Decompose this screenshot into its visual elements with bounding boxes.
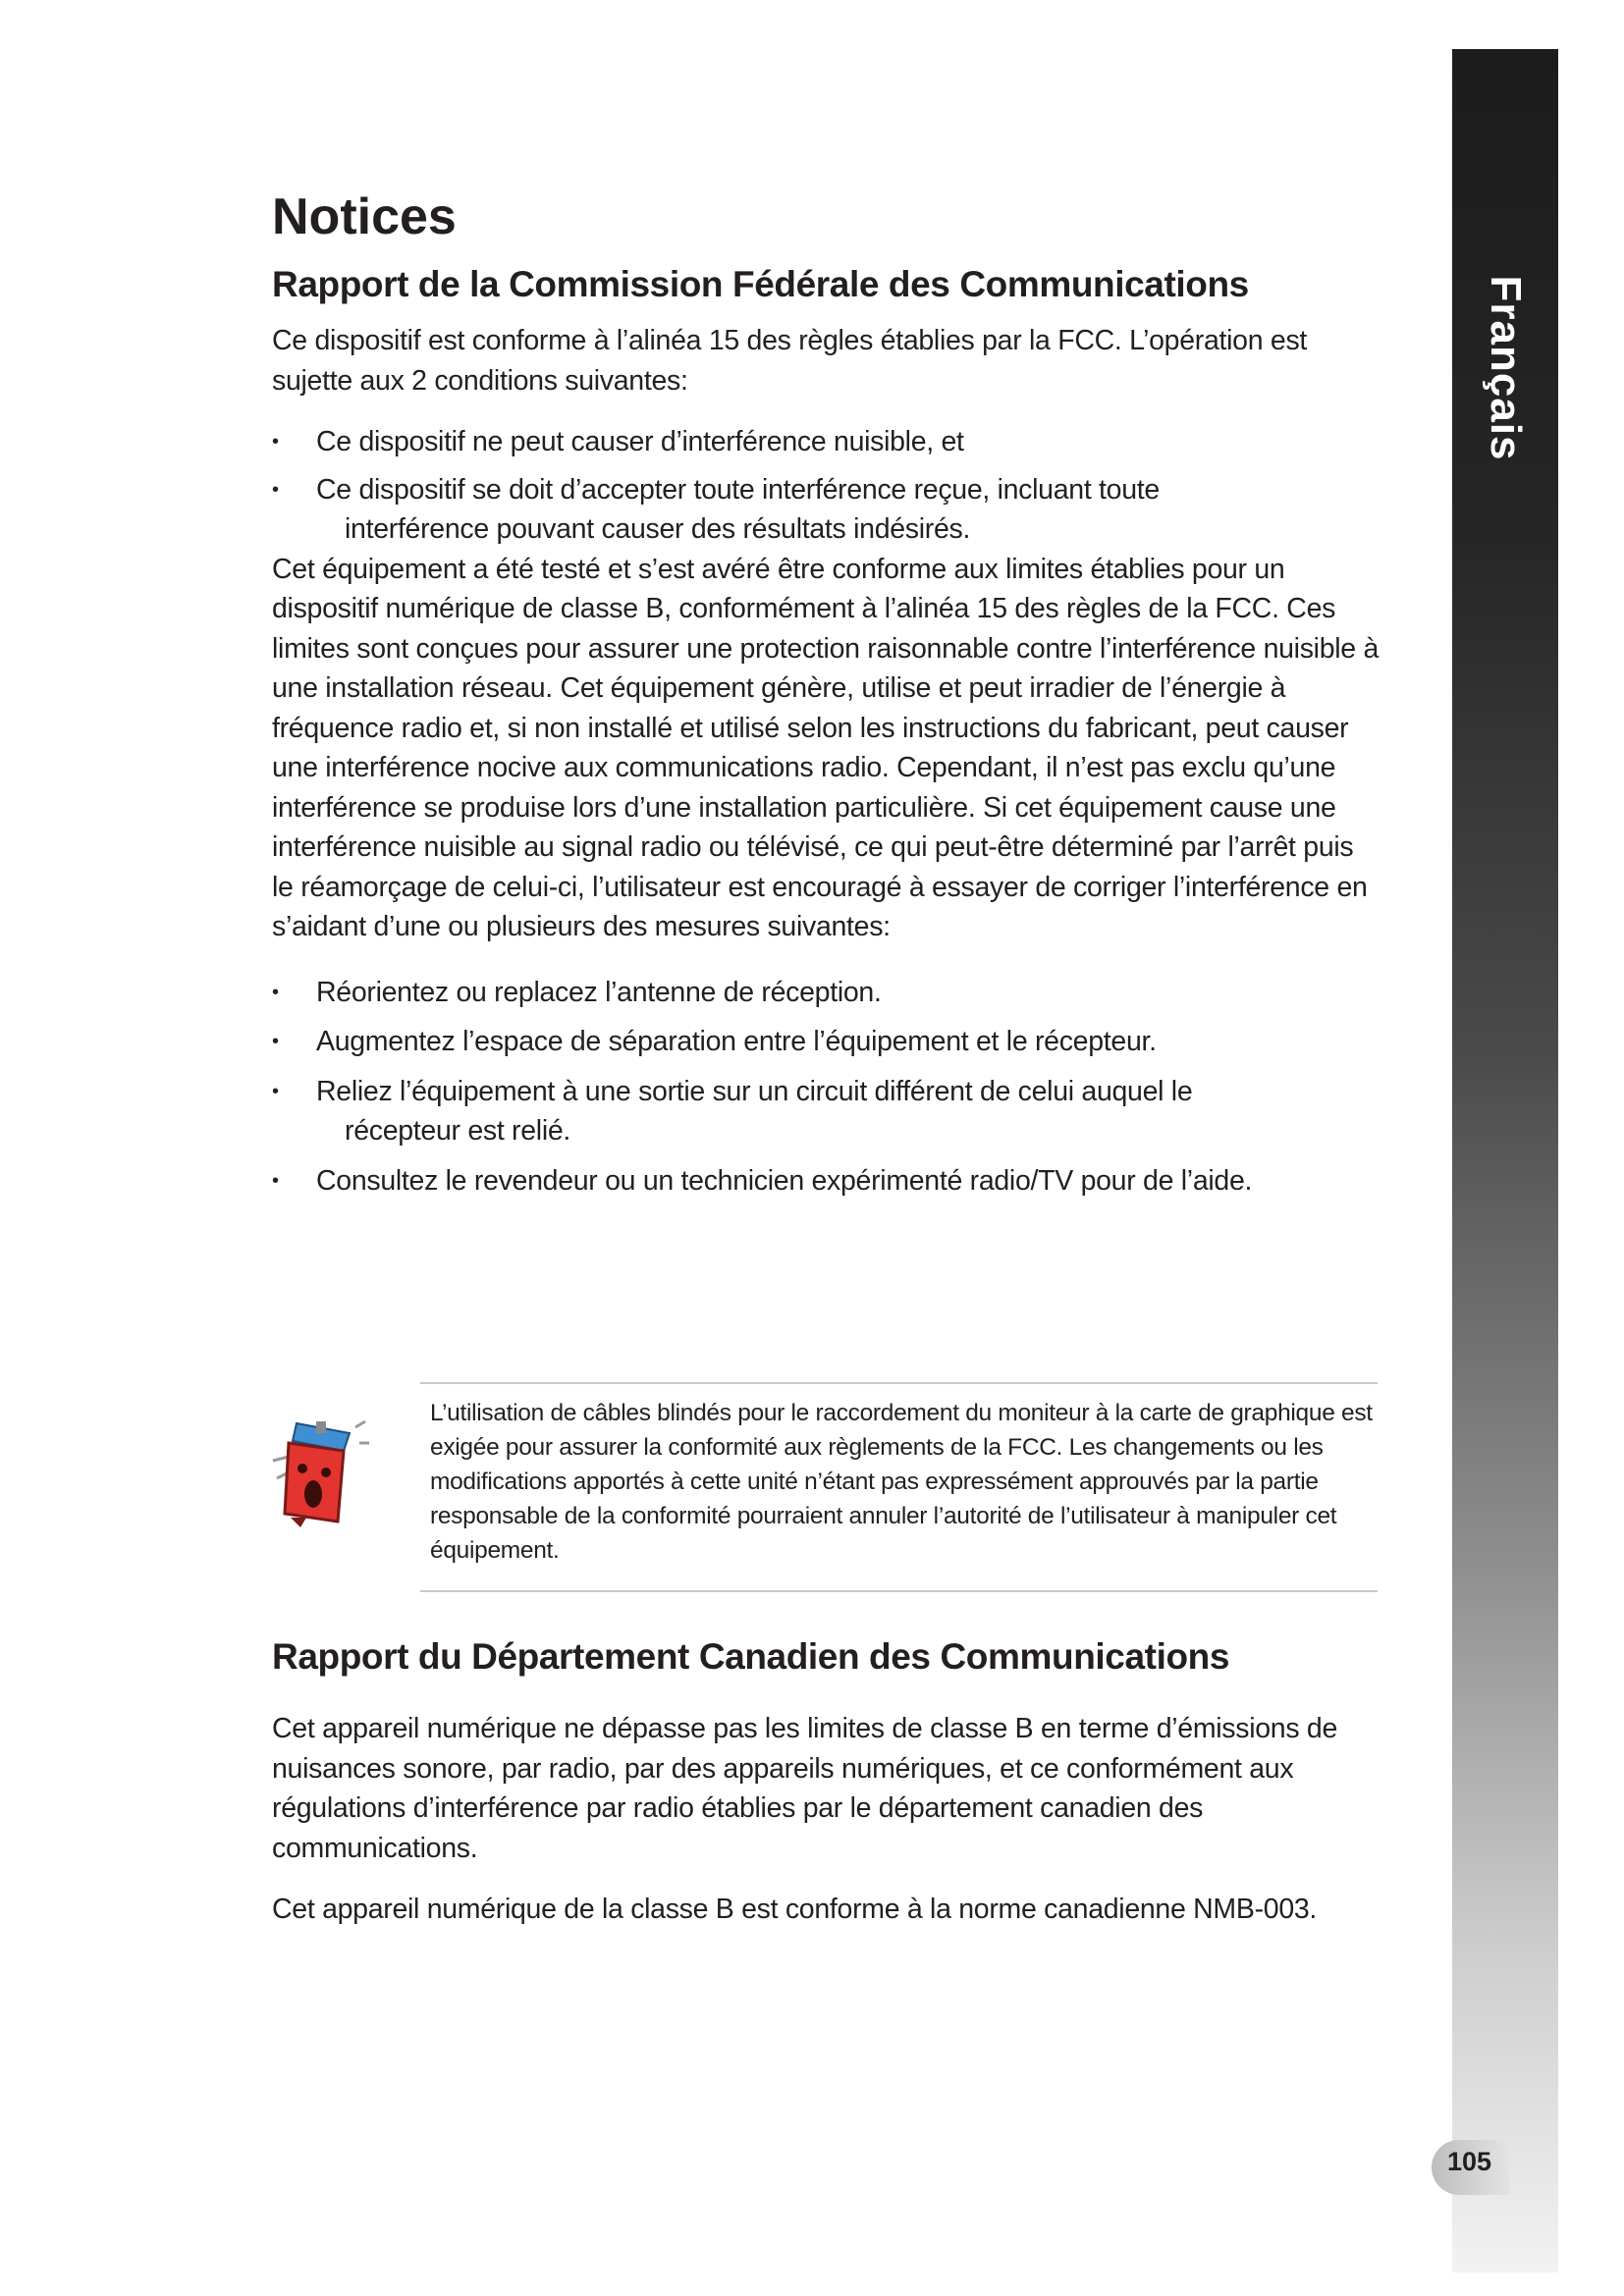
fcc-conditions-list (272, 422, 1381, 550)
canada-paragraph-2: Cet appareil numérique de la classe B est conforme à la norme canadienne NMB-003. (272, 1894, 1318, 1925)
list-item (272, 1022, 1381, 1062)
list-item (272, 973, 1381, 1013)
list-item-text: Reliez l’équipement à une sortie sur un circuit différent de celui auquel le (316, 1075, 1193, 1107)
canada-section (272, 1632, 1381, 1930)
list-item (272, 422, 1381, 462)
list-item-text: Ce dispositif ne peut causer d’interférence nuisible, et (316, 426, 964, 457)
bullet-icon: • (272, 1169, 279, 1192)
list-item-text: Ce dispositif se doit d’accepter toute interférence reçue, incluant toute (316, 473, 1160, 506)
bullet-icon: • (272, 981, 279, 1003)
bullet-icon: • (272, 1080, 279, 1102)
bullet-icon: • (272, 1031, 279, 1052)
list-item (272, 1072, 1381, 1151)
list-item (272, 1161, 1381, 1201)
canada-paragraph-1: Cet appareil numérique ne dépasse pas les limites de classe B en terme d’émissions de nuisances sonore, par radio, par des appareils numériques, et ce conformément aux régulations d’interférence par radio établies par le département canadien des communications. (272, 1713, 1337, 1864)
bullet-icon: • (272, 431, 279, 453)
note-text: L’utilisation de câbles blindés pour le raccordement du moniteur à la carte de graphique est exigée pour assurer la conformité aux règlements de la FCC. Les changements ou les modifications apportés à cette unité n’étant pas expressément approuvés par la partie responsable de la conformité pourraient annuler l’autorité de l’utilisateur à manipuler cet équipement. (430, 1400, 1373, 1564)
fcc-measures-list (272, 973, 1381, 1201)
list-item-continuation: récepteur est relié. (345, 1115, 571, 1147)
note-box (420, 1382, 1378, 1592)
list-item-text: Réorientez ou replacez l’antenne de réception. (316, 976, 882, 1008)
list-item-text: Consultez le revendeur ou un technicien expérimenté radio/TV pour de l’aide. (316, 1164, 1253, 1197)
fcc-section-heading: Rapport de la Commission Fédérale des Communications (272, 264, 1249, 304)
language-tab-label: Français (1482, 275, 1530, 461)
list-item (272, 470, 1381, 550)
page-number: 105 (1447, 2147, 1492, 2176)
list-item-continuation: interférence pouvant causer des résultats indésirés. (345, 513, 971, 545)
fcc-intro-paragraph: Ce dispositif est conforme à l’alinéa 15 des règles établies par la FCC. L’opération est sujette aux 2 conditions suivantes: (272, 325, 1308, 397)
bullet-icon: • (272, 478, 279, 501)
list-item-text: Augmentez l’espace de séparation entre l’équipement et le récepteur. (316, 1026, 1157, 1057)
fcc-body-paragraph: Cet équipement a été testé et s’est avéré être conforme aux limites établies pour un dispositif numérique de classe B, conformément à l’alinéa 15 des règles de la FCC. Ces limites sont conçues pour assurer une protection raisonnable contre l’interférence nuisible à une installation réseau. Cet équipement génère, utilise et peut irradier de l’énergie à fréquence radio et, si non installé et utilisé selon les instructions du fabricant, peut causer une interférence nocive aux communications radio. Cependant, il n’est pas exclu qu’une interférence se produise lors d’une installation particulière. Si cet équipement cause une interférence nuisible au signal radio ou télévisé, ce qui peut-être déterminé par l’arrêt puis le réamorçage de celui-ci, l’utilisateur est encouragé à essayer de corriger l’interférence en s’aidant d’une ou plusieurs des mesures suivantes: (272, 553, 1379, 942)
warning-card-icon (267, 1404, 373, 1531)
canada-section-heading: Rapport du Département Canadien des Communications (272, 1636, 1230, 1677)
main-content (272, 182, 1381, 1210)
page-title: Notices (272, 188, 457, 245)
